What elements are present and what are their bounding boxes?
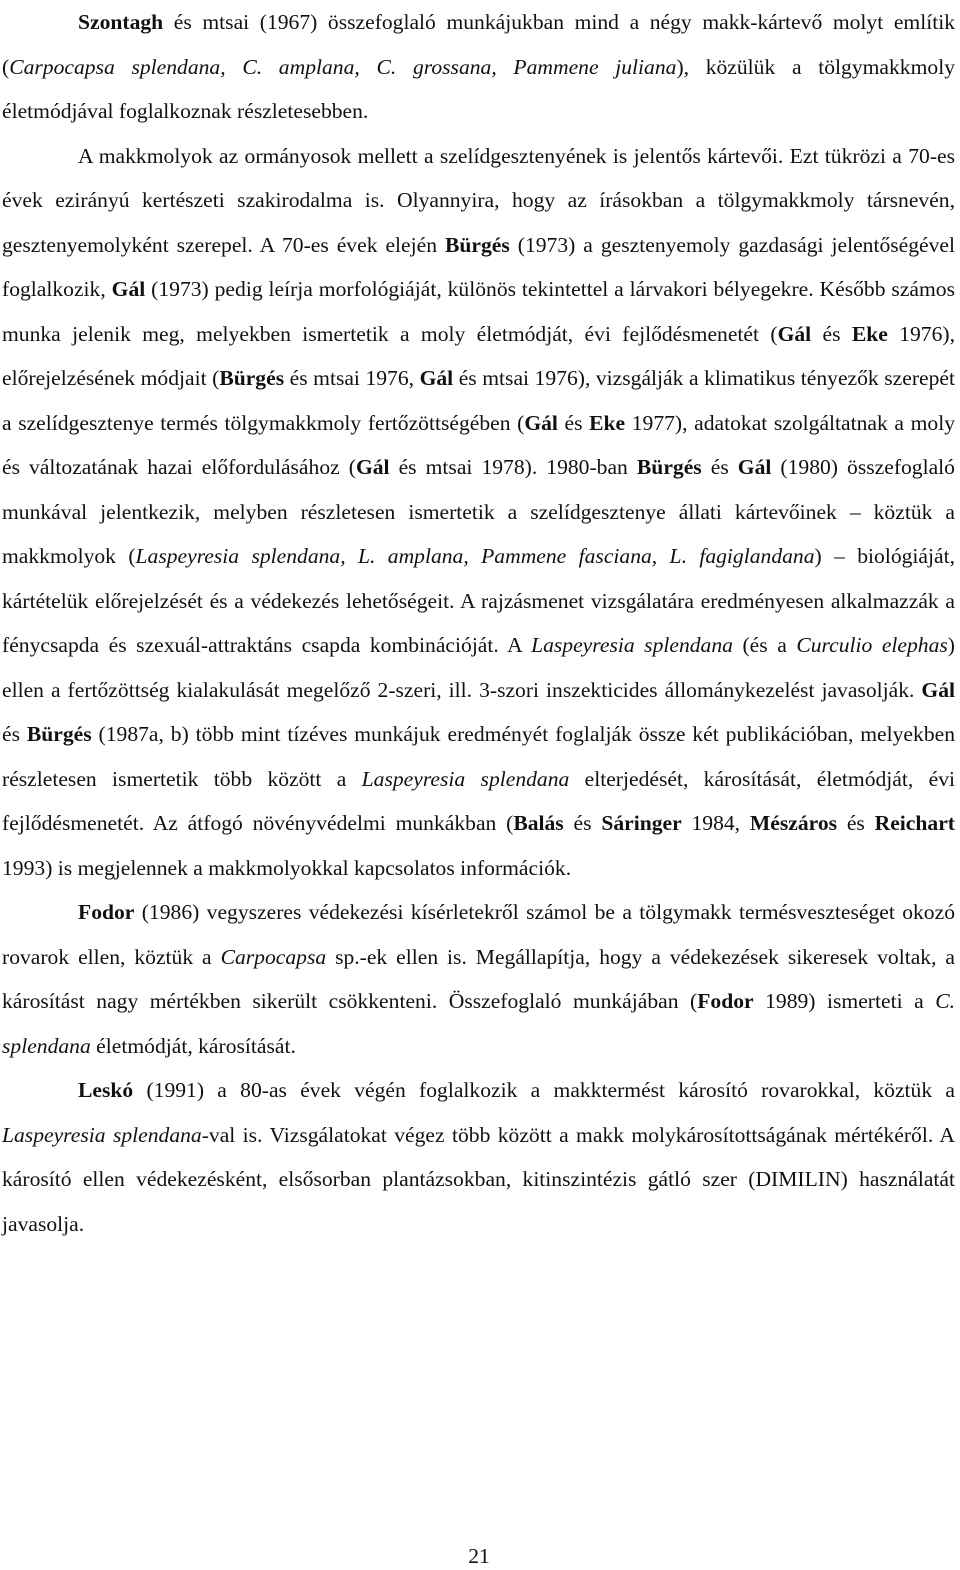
text-run: 1977), adatokat szolgáltatnak a moly és változatának hazai előfordulásához ( [2,410,956,479]
text-run: 1989) ismerteti a [753,989,936,1013]
taxon-name: Laspeyresia splendana, L. amplana, Pammene fasciana, L. fagiglandana [135,544,815,568]
author-name: Gál [355,455,390,479]
author-name: Gál [777,321,812,346]
text-run: és [701,455,738,479]
author-name: Gál [111,277,146,301]
taxon-name: Laspeyresia splendana [361,766,570,791]
author-name: Bürgés [26,722,92,746]
text-run: és [563,811,602,835]
text-run: (1973) pedig leírja morfológiáját, különös tekintettel a lárvakori bélyegekre. Később számos munka jelenik meg, melyekben ismertetik a moly életmódját, évi fejlődésmenetét ( [2,277,956,346]
taxon-name: Curculio elephas [796,633,948,657]
author-name: Bürgés [445,232,510,257]
text-run: és mtsai 1976), vizsgálják a klimatikus tényezők szerepét a szelídgesztenye termés tölgymakkmoly fertőzöttségében ( [2,366,955,435]
text-run: (1973) a gesztenyemoly gazdasági jelentőségével foglalkozik, [2,232,955,301]
author-name: Balás [513,811,564,835]
text-run: A makkmolyok az ormányosok mellett a szelídgesztenyének is jelentős kártevői. Ezt tükrözi a 70-es évek ezirányú kertészeti szakirodalma is. Olyannyira, hogy az írásokban a tölgymakkmoly társnevén, gesztenyemolyként szerepel. A 70-es évek elején [2,143,955,257]
author-name: Fodor [697,989,754,1013]
text-run: és mtsai 1978). 1980-ban [389,455,637,479]
text-run: és mtsai (1967) összefoglaló munkájukban mind a négy makk-kártevő molyt említik ( [2,10,955,79]
text-run: ), közülük a tölgymakkmoly életmódjával foglalkoznak részletesebben. [2,54,955,123]
text-run: és [811,321,852,346]
paragraph-4 [2,1068,955,1246]
author-name: Gál [921,677,955,702]
paragraph-2 [2,134,955,891]
page-number: 21 [468,1544,490,1568]
author-name: Reichart [874,811,955,835]
text-run: 1993) is megjelennek a makkmolyokkal kapcsolatos információk. [2,855,572,880]
taxon-name: Laspeyresia splendana [531,633,733,657]
text-run: és [557,410,590,435]
author-name: Sáringer [601,811,682,835]
text-run: (1980) összefoglaló munkával jelentkezik, melyben részletesen ismertetik a szelídgesztenye állati kártevőinek – köztük a makkmolyok ( [2,455,955,568]
author-name: Eke [851,321,888,346]
text-run: (1991) a 80-as évek végén foglalkozik a makktermést károsító rovarokkal, köztük a [133,1078,955,1102]
text-run: és [2,722,27,746]
text-run: és mtsai 1976, [284,366,420,390]
taxon-name: Laspeyresia splendana [2,1122,202,1147]
paragraph-1 [2,0,955,134]
text-run: 1976), előrejelzésének módjait ( [2,321,955,390]
taxon-name: C. splendana [2,989,955,1058]
author-name: Gál [524,410,558,435]
text-run: és [837,811,875,835]
text-run: -val is. Vizsgálatokat végez több között a makk molykárosítottságának mértékéről. A károsító ellen védekezésként, elsősorban plantázsokban, kitinszintézis gátló szer (DIMILIN) használatát javasolja. [2,1122,955,1236]
text-run: ) – biológiáját, kártételük előrejelzését és a védekezés lehetőségeit. A rajzásmenet vizsgálatára eredményesen alkalmazzák a fénycsapda és szexuál-attraktáns csapda kombinációját. A [2,544,955,657]
document-page [2,0,955,1246]
author-name: Bürgés [219,366,285,390]
text-run: 1984, [681,811,750,835]
author-name: Gál [419,366,454,390]
author-name: Leskó [78,1078,134,1102]
text-run: (és a [732,633,797,657]
author-name: Bürgés [636,455,702,479]
text-run: ) ellen a fertőzöttség kialakulását megelőző 2-szeri, ill. 3-szori inszekticides állománykezelést javasolják. [2,633,955,702]
taxon-name: Carpocapsa [220,944,327,969]
text-run: elterjedését, károsítását, életmódját, évi fejlődésmenetét. Az átfogó növényvédelmi munkákban ( [2,766,955,835]
author-name: Szontagh [78,10,164,34]
author-name: Gál [737,455,772,479]
author-name: Eke [589,410,626,435]
taxon-name: Carpocapsa splendana, C. amplana, C. grossana, Pammene juliana [9,54,677,79]
text-run: (1987a, b) több mint tízéves munkájuk eredményét foglalják össze két publikációban, melyekben részletesen ismertetik több között a [2,722,955,791]
paragraph-3 [2,890,955,1068]
author-name: Fodor [78,900,135,924]
text-run: sp.-ek ellen is. Megállapítja, hogy a védekezések sikeresek voltak, a károsítást nagy mértékben sikerült csökkenteni. Összefoglaló munkájában ( [2,944,955,1013]
text-run: életmódját, károsítását. [90,1033,296,1058]
text-run: (1986) vegyszeres védekezési kísérletekről számol be a tölgymakk termésveszteséget okozó rovarok ellen, köztük a [2,900,955,969]
author-name: Mészáros [749,811,838,835]
